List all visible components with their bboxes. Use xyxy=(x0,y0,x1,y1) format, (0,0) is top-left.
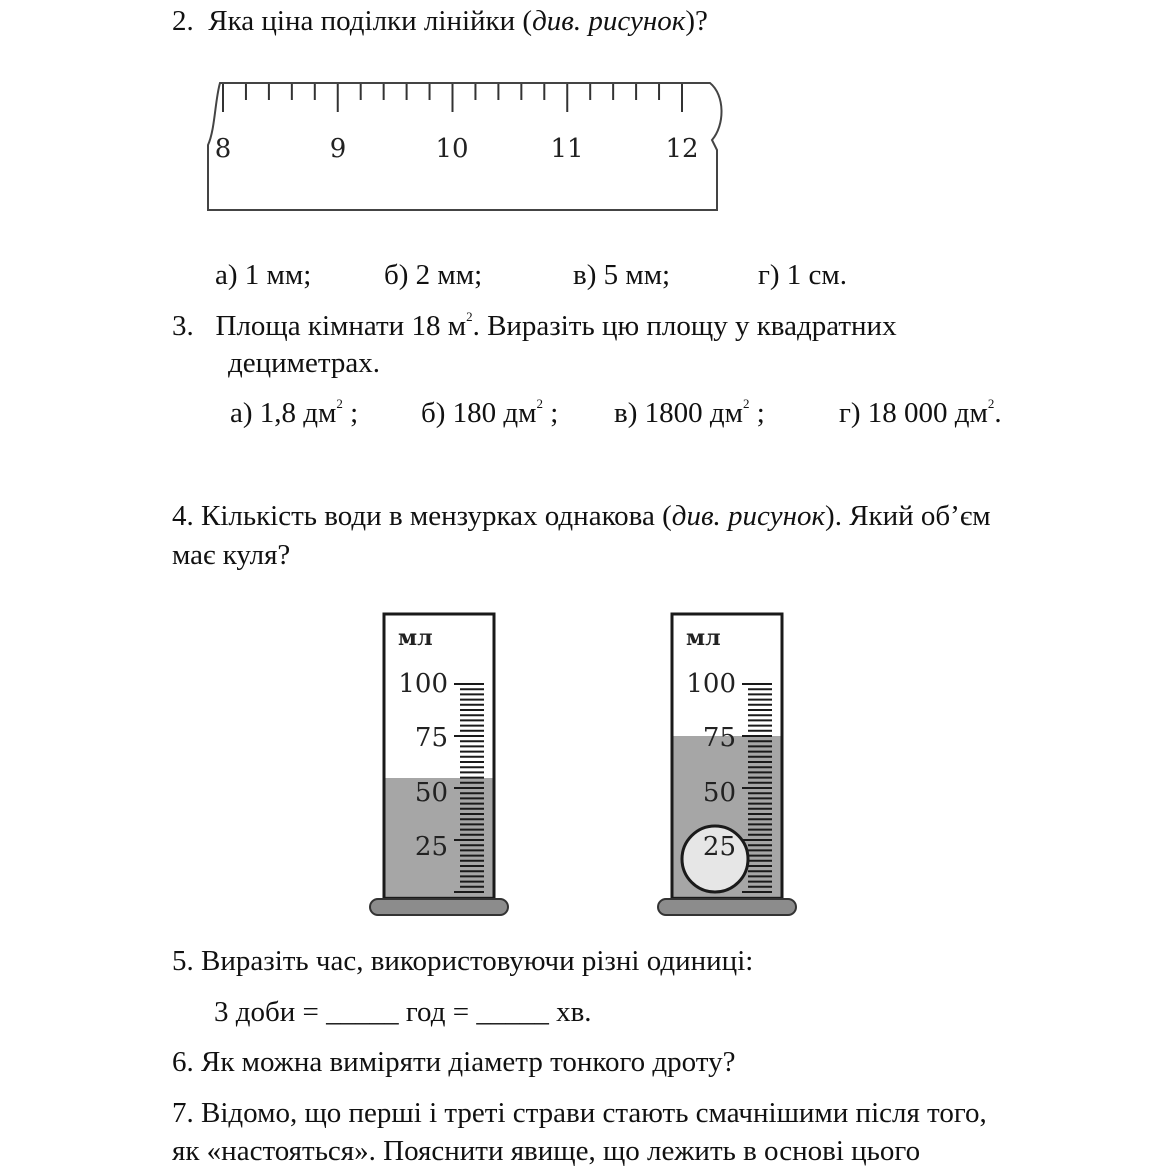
q3-line2: дециметрах. xyxy=(228,347,381,379)
q4-line1-italic: див. рисунок xyxy=(671,500,826,532)
q3-option-c xyxy=(614,396,765,431)
q4-line1 xyxy=(172,499,991,534)
q3-option-d-text: г) 18 000 дм xyxy=(839,397,988,429)
ruler-label-9: 9 xyxy=(329,134,347,164)
cylinder-left-label-100: 100 xyxy=(398,669,448,699)
q3-number: 3. xyxy=(172,310,194,342)
q3-option-d-sup: 2 xyxy=(987,396,995,411)
q3-option-d-end: . xyxy=(994,397,1002,429)
q4-line2: має куля? xyxy=(172,539,291,571)
q6-line1: 6. Як можна виміряти діаметр тонкого дроту? xyxy=(172,1046,736,1078)
ruler-label-12: 12 xyxy=(665,134,699,164)
q3-option-c-sup: 2 xyxy=(742,396,750,411)
q3-option-d xyxy=(839,396,1002,431)
q3-line1 xyxy=(172,309,897,344)
q3-option-b-text: б) 180 дм xyxy=(421,397,537,429)
q2-number: 2. xyxy=(172,5,194,37)
cylinder-left-base xyxy=(370,899,508,915)
q3-option-a-end: ; xyxy=(342,397,359,429)
q2-text-before: Яка ціна поділки лінійки ( xyxy=(208,5,533,37)
q7-line1: 7. Відомо, що перші і треті страви стають смачнішими після того, xyxy=(172,1097,987,1129)
q3-option-a-sup: 2 xyxy=(336,396,343,411)
q3-option-c-end: ; xyxy=(749,397,765,429)
cylinder-left-label-50: 50 xyxy=(414,778,448,808)
ruler-label-8: 8 xyxy=(214,134,232,164)
q3-line1-before: Площа кімнати 18 м xyxy=(215,310,467,342)
q4-line1-after: ). Який об’єм xyxy=(825,500,991,532)
cylinder-right-label-25: 25 xyxy=(702,832,736,862)
q5-line2: 3 доби = _____ год = _____ хв. xyxy=(214,996,592,1028)
q2-text-italic: див. рисунок xyxy=(532,5,686,37)
q3-line1-after: . Виразіть цю площу у квадратних xyxy=(472,310,897,342)
ruler-label-11: 11 xyxy=(550,134,584,164)
q3-option-b xyxy=(421,396,558,431)
q3-option-a-text: а) 1,8 дм xyxy=(230,397,337,429)
q7-line2: як «настояться». Пояснити явище, що лежить в основі цього xyxy=(172,1135,921,1167)
q2-question xyxy=(172,4,708,39)
cylinder-right-label-100: 100 xyxy=(686,669,736,699)
cylinder-left-label-75: 75 xyxy=(414,723,448,753)
q2-option-b: б) 2 мм; xyxy=(384,259,483,291)
q2-option-d: г) 1 см. xyxy=(758,259,848,291)
q5-line1: 5. Виразіть час, використовуючи різні одиниці: xyxy=(172,945,754,977)
cylinder-right xyxy=(656,610,806,920)
ruler-label-10: 10 xyxy=(435,134,469,164)
q3-option-b-end: ; xyxy=(543,397,559,429)
q3-option-a xyxy=(230,396,358,431)
q2-option-c: в) 5 мм; xyxy=(573,259,671,291)
q3-option-b-sup: 2 xyxy=(536,396,544,411)
q3-line1-sup: 2 xyxy=(466,309,473,324)
cylinder-right-label-50: 50 xyxy=(702,778,736,808)
cylinder-left xyxy=(368,610,518,920)
q2-text-after: )? xyxy=(685,5,708,37)
cylinder-right-unit: мл xyxy=(686,625,721,651)
cylinder-right-label-75: 75 xyxy=(702,723,736,753)
cylinder-right-base xyxy=(658,899,796,915)
ruler-figure xyxy=(190,70,750,230)
q4-line1-before: 4. Кількість води в мензурках однакова ( xyxy=(172,500,672,532)
ruler-ticks xyxy=(223,83,682,112)
ruler-labels xyxy=(215,134,699,164)
q2-option-a: а) 1 мм; xyxy=(215,259,312,291)
cylinder-left-unit: мл xyxy=(398,625,433,651)
cylinder-left-label-25: 25 xyxy=(414,832,448,862)
q3-option-c-text: в) 1800 дм xyxy=(614,397,743,429)
